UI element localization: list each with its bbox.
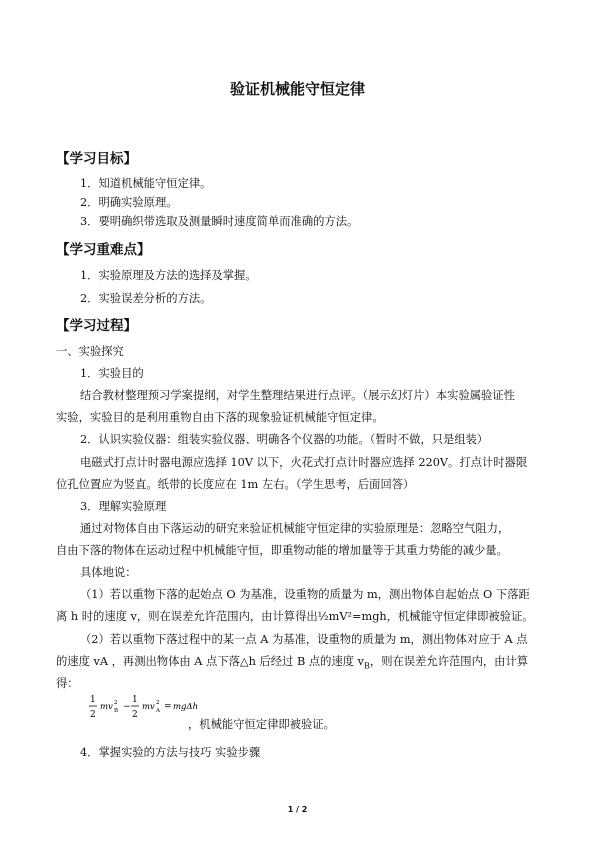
step3-line1: 通过对物体自由下落运动的研究来验证机械能守恒定律的实验原理是：忽略空气阻力， <box>80 522 510 535</box>
step2-line2: 位孔位置应为竖直。纸带的长度应在 1m 左右。（学生思考，后面回答） <box>56 478 415 491</box>
goal-item-2: 2．明确实验原理。 <box>80 196 178 209</box>
formula-term2: mv <box>142 702 155 712</box>
page-number: 1 / 2 <box>287 805 308 814</box>
step2-line1: 电磁式打点计时器电源应选择 10V 以下，火花式打点计时器应选择 220V。打点计时器限 <box>80 456 528 469</box>
formula-minus: − <box>123 702 131 712</box>
step3-line2: 自由下落的物体在运动过程中机械能守恒，即重物动能的增加量等于其重力势能的减少量。 <box>56 544 508 557</box>
step3-title: 3．理解实验原理 <box>80 500 167 513</box>
principle2-line1: （2）若以重物下落过程中的某一点 A 为基准，设重物的质量为 m，测出物体对应于 A 点 <box>80 633 528 646</box>
formula-den2: 2 <box>132 710 138 720</box>
formula-num1: 1 <box>90 695 96 705</box>
key-point-item-2: 2．实验误差分析的方法。 <box>80 292 212 305</box>
formula-sub1: B <box>114 708 119 714</box>
formula-rhs: mgΔh <box>173 702 199 712</box>
formula-term1: mv <box>100 702 113 712</box>
step4-title: 4．掌握实验的方法与技巧 实验步骤 <box>80 746 261 759</box>
part-heading: 一、实验探究 <box>56 345 124 358</box>
formula-tail: ，机械能守恒定律即被验证。 <box>188 718 335 731</box>
principle2-line3: 得： <box>56 677 79 690</box>
heading-goals: 【学习目标】 <box>56 151 137 167</box>
step2-title: 2．认识实验仪器：组装实验仪器、明确各个仪器的功能。（暂时不做，只是组装） <box>80 433 489 446</box>
formula-eq: = <box>164 702 172 712</box>
goal-item-1: 1．知道机械能守恒定律。 <box>80 177 212 190</box>
step3-line3: 具体地说： <box>80 566 137 579</box>
goal-item-3: 3．要明确织带选取及测量瞬时速度简单而准确的方法。 <box>80 215 359 228</box>
heading-key-points: 【学习重难点】 <box>56 242 151 258</box>
formula-den1: 2 <box>90 710 96 720</box>
step1-line2: 实验，实验目的是利用重物自由下落的现象验证机械能守恒定律。 <box>56 411 384 424</box>
formula-sub2: A <box>156 708 160 714</box>
key-point-item-1: 1．实验原理及方法的选择及掌握。 <box>80 269 257 282</box>
principle1-line2: 离 h 时的速度 v，则在误差允许范围内，由计算得出½mV²=mgh，机械能守恒定律即被验证。 <box>56 610 534 623</box>
heading-process: 【学习过程】 <box>56 318 137 334</box>
page-title: 验证机械能守恒定律 <box>229 80 365 98</box>
principle1-line1: （1）若以重物下落的起始点 O 为基准，设重物的质量为 m，测出物体自起始点 O 下落距 <box>80 588 530 601</box>
principle2-line2: 的速度 vA ，再测出物体由 A 点下落△h 后经过 B 点的速度 $v_B$，则在误差允许范围内，由计算 <box>56 655 529 671</box>
formula-sup1: 2 <box>114 700 118 706</box>
formula-num2: 1 <box>132 695 138 705</box>
step1-line1: 结合教材整理预习学案提纲，对学生整理结果进行点评。（展示幻灯片）本实验属验证性 <box>80 389 515 402</box>
step1-title: 1．实验目的 <box>80 367 144 380</box>
formula-sup2: 2 <box>156 700 160 706</box>
